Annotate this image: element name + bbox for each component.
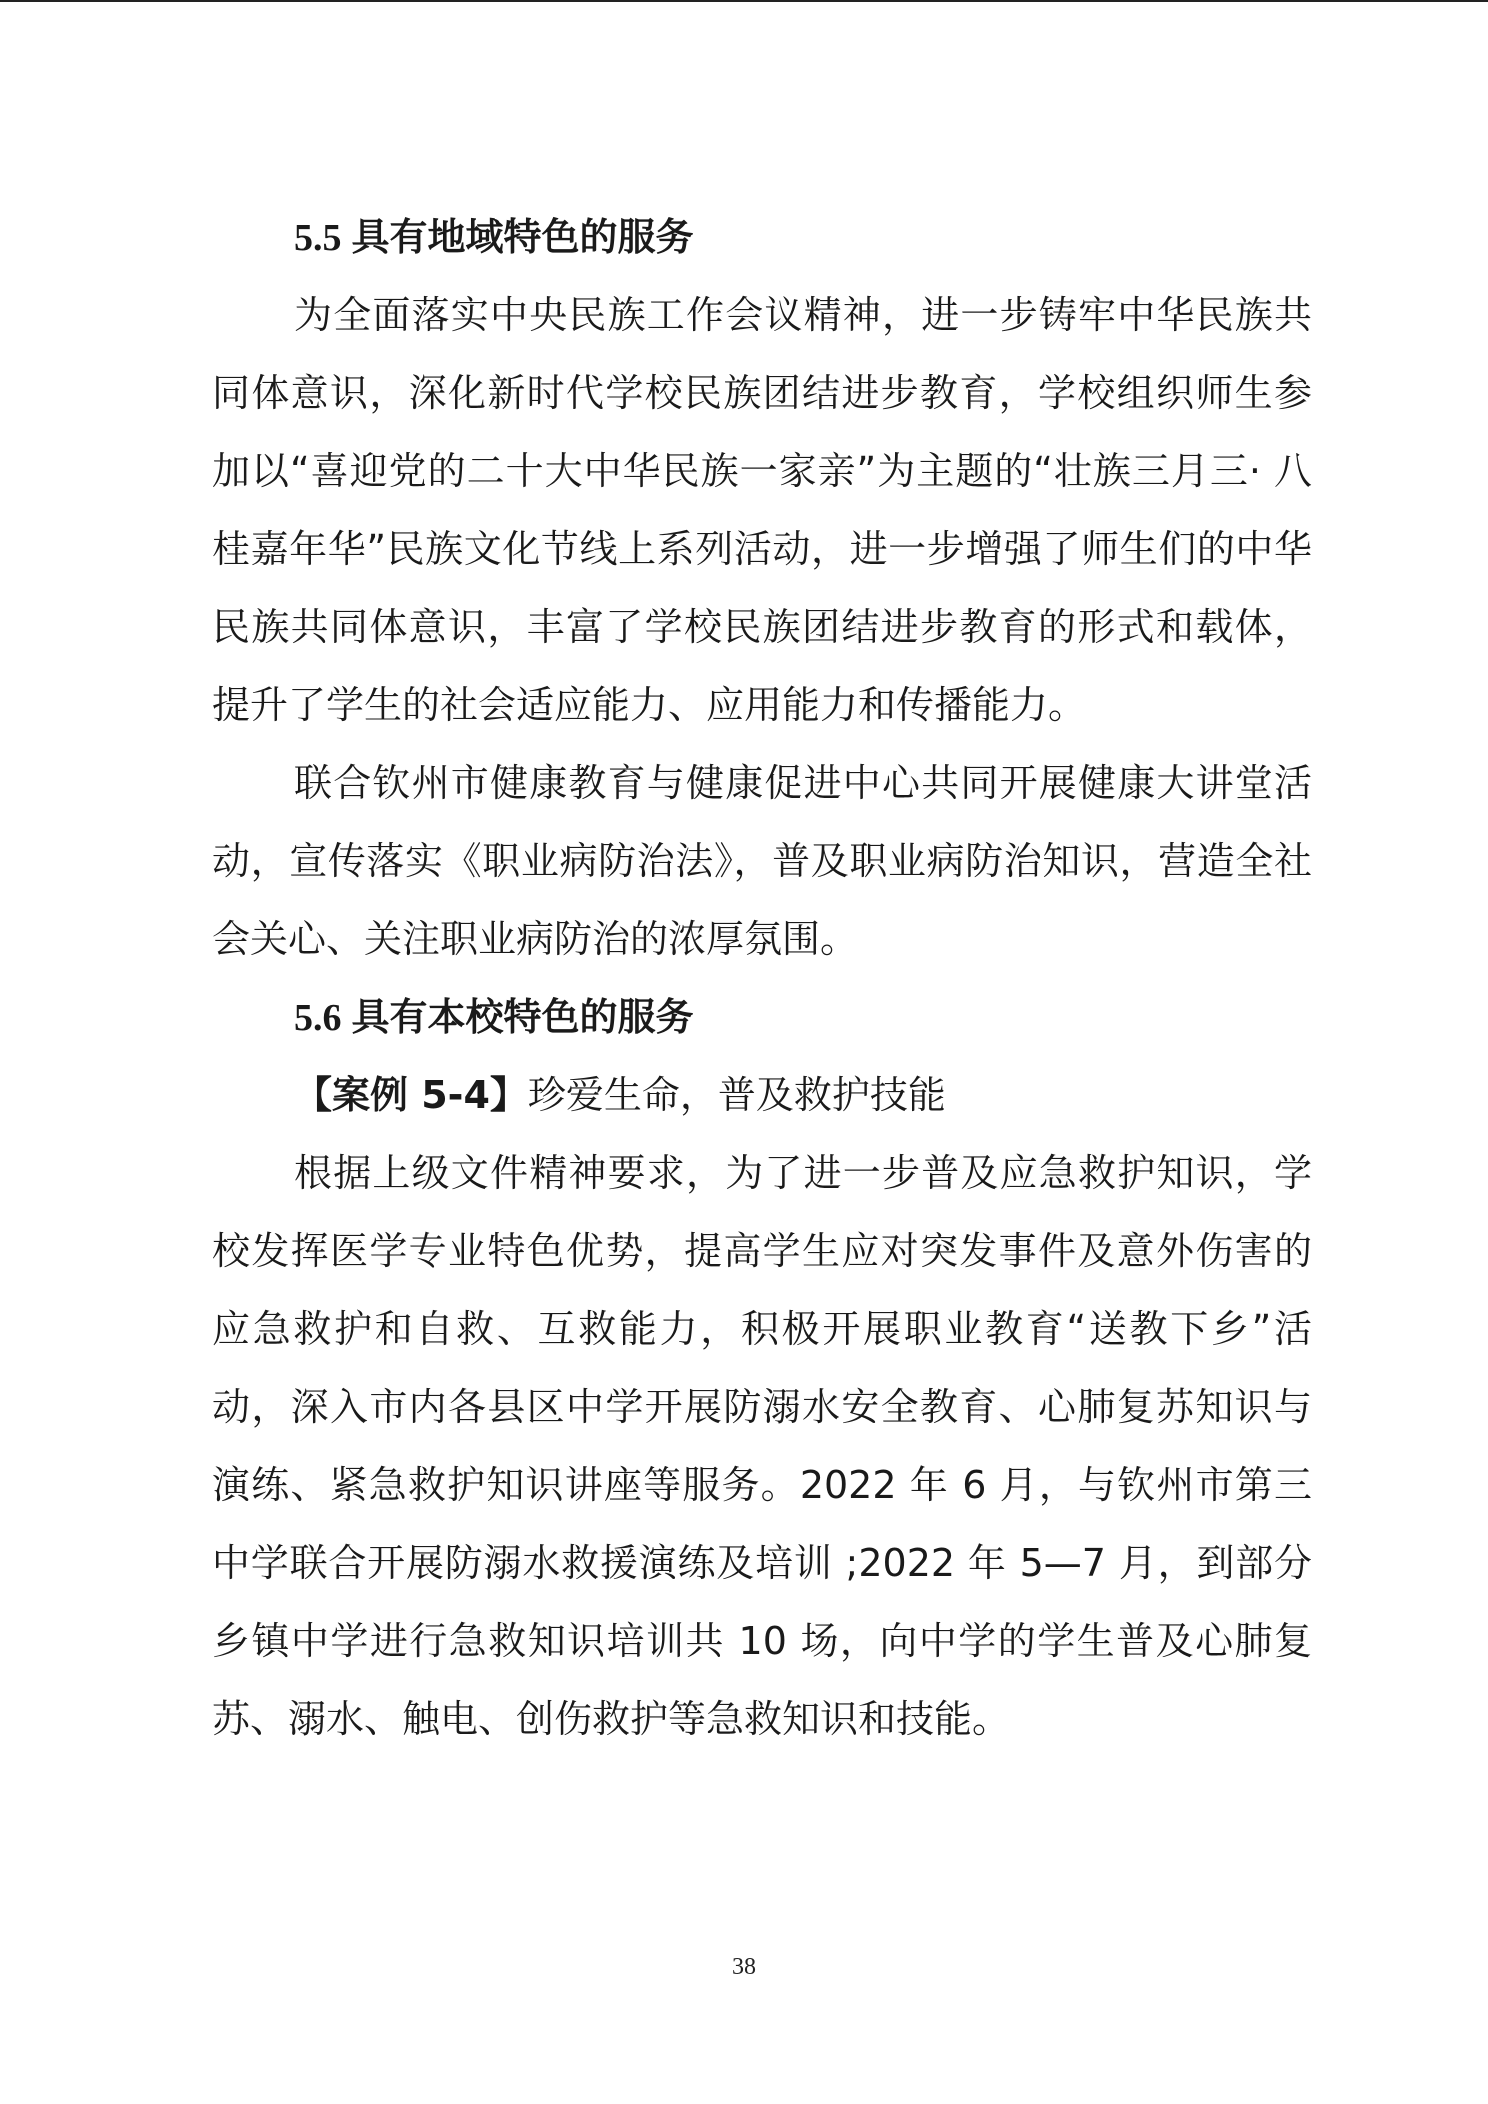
case-title-text: 珍爱生命，普及救护技能 [527, 1073, 946, 1117]
section-heading-5-5 [212, 198, 1312, 276]
section-number: 5.5 [294, 217, 342, 259]
paragraph-ethnic-activities: 为全面落实中央民族工作会议精神，进一步铸牢中华民族共同体意识，深化新时代学校民族团结进步教育，学校组织师生参加以“喜迎党的二十大中华民族一家亲”为主题的“壮族三月三· 八桂嘉年华”民族文化节线上系列活动，进一步增强了师生们的中华民族共同体意识，丰富了学校民族团结进步教育的形式和载体，提升了学生的社会适应能力、应用能力和传播能力。 [212, 293, 1312, 727]
page-content [212, 198, 1312, 1758]
section-heading-5-6 [212, 978, 1312, 1056]
paragraph-first-aid: 根据上级文件精神要求，为了进一步普及应急救护知识，学校发挥医学专业特色优势，提高学生应对突发事件及意外伤害的应急救护和自救、互救能力，积极开展职业教育“送教下乡”活动，深入市内各县区中学开展防溺水安全教育、心肺复苏知识与演练、紧急救护知识讲座等服务。2022 年 6 月，与钦州市第三中学联合开展防溺水救援演练及培训 ;2022 年 5—7 月，到部分乡镇中学进行急救知识培训共 10 场，向中学的学生普及心肺复苏、溺水、触电、创伤救护等急救知识和技能。 [212, 1151, 1312, 1741]
section-title: 具有本校特色的服务 [351, 995, 694, 1039]
paragraph-health-lecture: 联合钦州市健康教育与健康促进中心共同开展健康大讲堂活动，宣传落实《职业病防治法》，普及职业病防治知识，营造全社会关心、关注职业病防治的浓厚氛围。 [212, 761, 1312, 961]
section-title: 具有地域特色的服务 [351, 215, 694, 259]
case-title [212, 1056, 1312, 1134]
case-tag: 【案例 5-4】 [294, 1073, 528, 1117]
page-number: 38 [732, 1954, 756, 1980]
section-number: 5.6 [294, 997, 342, 1039]
